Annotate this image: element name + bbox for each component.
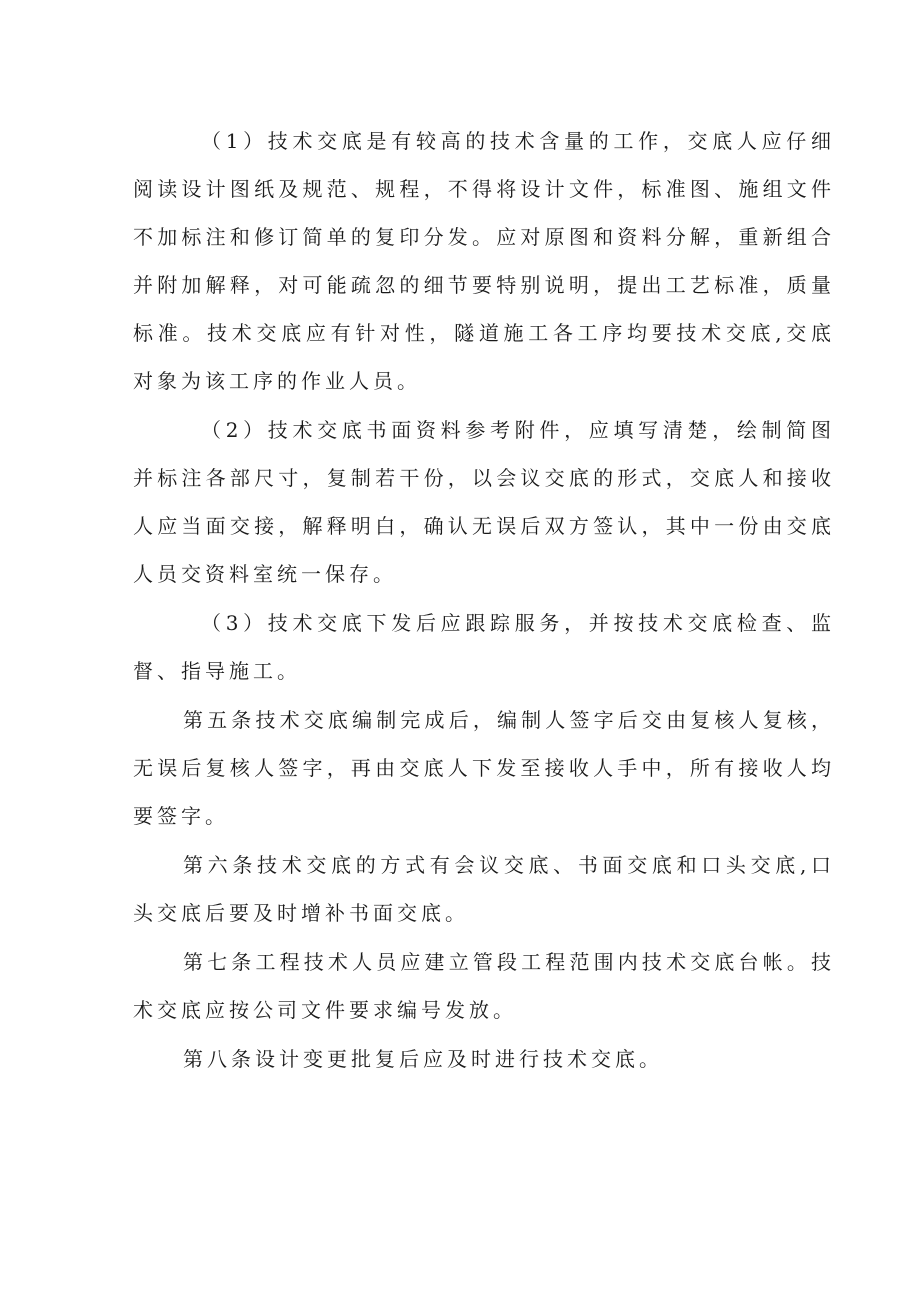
paragraph-item-3: （3）技术交底下发后应跟踪服务，并按技术交底检查、监督、指导施工。	[133, 611, 835, 683]
paragraph-item-1: （1）技术交底是有较高的技术含量的工作，交底人应仔细阅读设计图纸及规范、规程，不得将设计文件，标准图、施组文件不加标注和修订简单的复印分发。应对原图和资料分解，重新组合并附加解释，对可能疏忽的细节要特别说明，提出工艺标准，质量标准。技术交底应有针对性，隧道施工各工序均要技术交底,交底对象为该工序的作业人员。	[133, 129, 835, 393]
document-body	[133, 117, 835, 1084]
paragraph-item-2: （2）技术交底书面资料参考附件，应填写清楚，绘制简图并标注各部尺寸，复制若干份，以会议交底的形式，交底人和接收人应当面交接，解释明白，确认无误后双方签认，其中一份由交底人员交资料室统一保存。	[133, 418, 835, 586]
paragraph-article-7: 第七条工程技术人员应建立管段工程范围内技术交底台帐。技术交底应按公司文件要求编号发放。	[133, 950, 835, 1022]
paragraph-article-6: 第六条技术交底的方式有会议交底、书面交底和口头交底,口头交底后要及时增补书面交底。	[133, 853, 835, 925]
paragraph-article-5: 第五条技术交底编制完成后，编制人签字后交由复核人复核，无误后复核人签字，再由交底人下发至接收人手中，所有接收人均要签字。	[133, 708, 835, 828]
paragraph-article-8: 第八条设计变更批复后应及时进行技术交底。	[183, 1047, 663, 1071]
